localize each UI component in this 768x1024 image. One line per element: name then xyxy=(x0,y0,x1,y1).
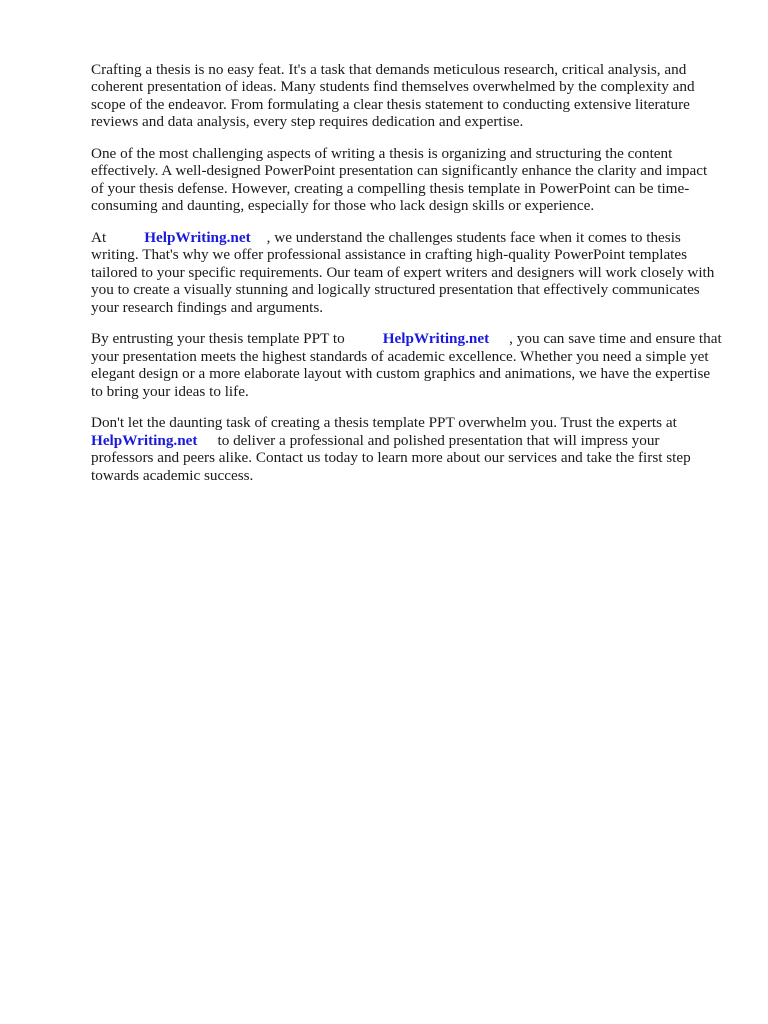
paragraph-closing-after: to deliver a professional and polished presentation that will impress your professors and peers alike. Contact us today to learn more about our services and take the first step towards academic success. xyxy=(91,431,691,484)
paragraph-intro-text: Crafting a thesis is no easy feat. It's a task that demands meticulous research, critical analysis, and coherent presentation of ideas. Many students find themselves overwhelmed by the complexity and scope of the endeavor. From formulating a clear thesis statement to conducting extensive literature reviews and data analysis, every step requires dedication and expertise. xyxy=(91,61,695,131)
paragraph-entrusting xyxy=(91,330,723,400)
helpwriting-link-2[interactable]: HelpWriting.net xyxy=(382,330,490,348)
paragraph-at-helpwriting xyxy=(91,229,723,316)
document-body xyxy=(91,61,723,498)
paragraph-closing xyxy=(91,414,723,484)
paragraph-powerpoint xyxy=(91,145,723,215)
paragraph-entrusting-after: , you can save time and ensure that your presentation meets the highest standards of academic excellence. Whether you need a simple yet elegant design or a more elaborate layout with custom graphics and animations, we have the expertise to bring your ideas to life. xyxy=(91,330,722,400)
paragraph-at-helpwriting-before: At xyxy=(91,229,107,247)
helpwriting-link-3[interactable]: HelpWriting.net xyxy=(91,431,198,449)
paragraph-entrusting-before: By entrusting your thesis template PPT to xyxy=(91,330,345,348)
paragraph-closing-before: Don't let the daunting task of creating a thesis template PPT overwhelm you. Trust the experts at xyxy=(91,414,677,432)
paragraph-powerpoint-text: One of the most challenging aspects of writing a thesis is organizing and structuring the content effectively. A well-designed PowerPoint presentation can significantly enhance the clarity and impact of your thesis defense. However, creating a compelling thesis template in PowerPoint can be time-consuming and daunting, especially for those who lack design skills or experience. xyxy=(91,145,708,215)
paragraph-at-helpwriting-after: , we understand the challenges students face when it comes to thesis writing. That's why we offer professional assistance in crafting high-quality PowerPoint templates tailored to your specific requirements. Our team of expert writers and designers will work closely with you to create a visually stunning and logically structured presentation that effectively communicates your research findings and arguments. xyxy=(91,229,715,316)
helpwriting-link-1[interactable]: HelpWriting.net xyxy=(144,229,251,247)
paragraph-intro xyxy=(91,61,723,131)
